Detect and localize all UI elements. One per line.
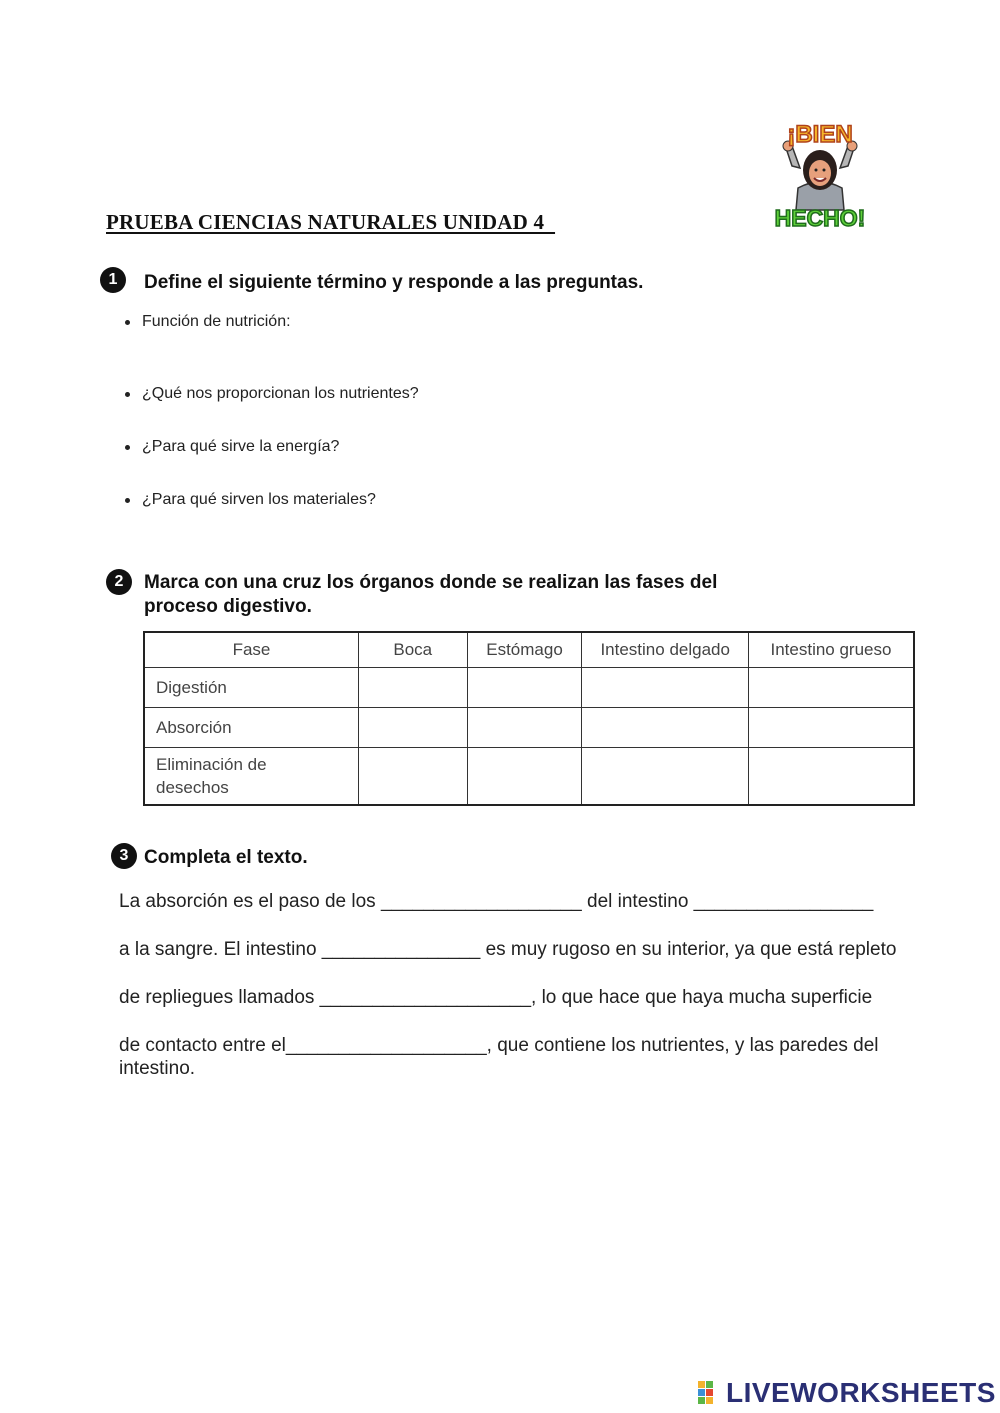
section-2-heading-line: Marca con una cruz los órganos donde se realizan las fases del (144, 572, 718, 593)
bullet-icon (125, 320, 130, 325)
digestion-phases-table (143, 631, 915, 806)
table-row (144, 708, 914, 748)
liveworksheets-icon (698, 1379, 722, 1407)
answer-cell[interactable] (358, 748, 467, 805)
section-3-heading: Completa el texto. (144, 847, 308, 868)
row-header-line: Digestión (156, 678, 227, 697)
fill-in-line: de contacto entre el___________________, que contiene los nutrientes, y las paredes del (119, 1035, 879, 1056)
column-header: Intestino delgado (582, 632, 749, 668)
section-1-item (125, 438, 339, 456)
fill-in-line: de repliegues llamados ____________________, lo que hace que haya mucha superficie (119, 987, 873, 1008)
table-row (144, 748, 914, 805)
section-1-heading: Define el siguiente término y responde a las preguntas. (144, 272, 644, 293)
section-1-item-text: Función de nutrición: (142, 313, 291, 330)
bullet-icon (125, 392, 130, 397)
section-1-item-text: ¿Para qué sirve la energía? (142, 438, 340, 455)
answer-cell[interactable] (467, 708, 582, 748)
table-header-row (144, 632, 914, 668)
column-header: Boca (358, 632, 467, 668)
section-2-heading-line: proceso digestivo. (144, 596, 312, 617)
liveworksheets-logo (698, 1377, 996, 1409)
row-header-line: Absorción (156, 718, 232, 737)
answer-cell[interactable] (748, 668, 914, 708)
row-header (144, 748, 358, 805)
answer-cell[interactable] (467, 748, 582, 805)
row-header-line: desechos (156, 777, 229, 797)
section-1-item (125, 491, 376, 509)
answer-cell[interactable] (748, 708, 914, 748)
sticker-bottom-text: HECHO! (774, 205, 866, 231)
fill-in-line: intestino. (119, 1058, 196, 1079)
answer-cell[interactable] (358, 708, 467, 748)
bullet-icon (125, 445, 130, 450)
bien-hecho-sticker (770, 118, 870, 236)
section-1-item (125, 385, 419, 403)
section-1-item-text: ¿Qué nos proporcionan los nutrientes? (142, 385, 419, 402)
bitmoji-celebration-icon (770, 118, 870, 236)
fill-in-line: a la sangre. El intestino _______________ es muy rugoso en su interior, ya que está repleto (119, 939, 897, 960)
sticker-top-text: ¡BIEN (787, 121, 853, 148)
answer-cell[interactable] (582, 668, 749, 708)
section-1-item (125, 313, 291, 331)
column-header: Intestino grueso (748, 632, 914, 668)
page-title: PRUEBA CIENCIAS NATURALES UNIDAD 4 (106, 210, 556, 234)
section-3-number: 3 (111, 843, 137, 869)
row-header-line: Eliminación de (156, 754, 267, 774)
row-header (144, 708, 358, 748)
column-header: Fase (144, 632, 358, 668)
answer-cell[interactable] (358, 668, 467, 708)
bullet-icon (125, 498, 130, 503)
table-row (144, 668, 914, 708)
answer-cell[interactable] (582, 708, 749, 748)
column-header: Estómago (467, 632, 582, 668)
answer-cell[interactable] (582, 748, 749, 805)
answer-cell[interactable] (748, 748, 914, 805)
section-2-number: 2 (106, 569, 132, 595)
logo-text: LIVEWORKSHEETS (726, 1377, 996, 1408)
section-1-item-text: ¿Para qué sirven los materiales? (142, 491, 376, 508)
section-1-number: 1 (100, 267, 126, 293)
section-2-heading (144, 571, 717, 619)
row-header (144, 668, 358, 708)
fill-in-line: La absorción es el paso de los ___________________ del intestino _________________ (119, 891, 874, 912)
answer-cell[interactable] (467, 668, 582, 708)
